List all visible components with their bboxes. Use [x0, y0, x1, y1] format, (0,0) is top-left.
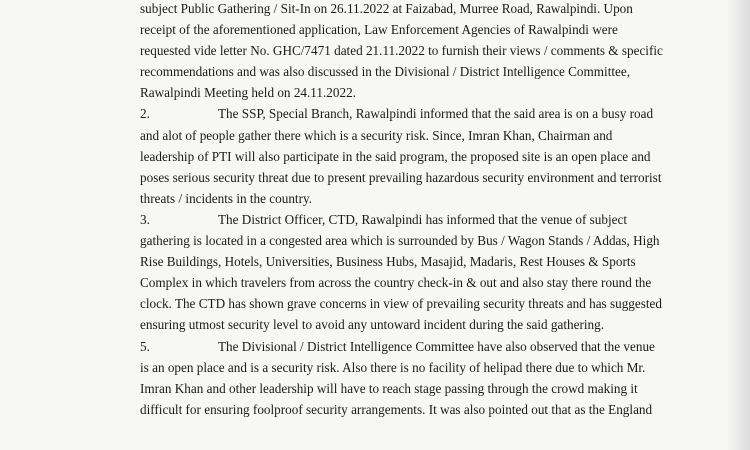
- document-line: [140, 40, 663, 61]
- line-text: ensuring utmost security level to avoid any untoward incident during the said gathering.: [140, 317, 605, 333]
- document-line: [140, 209, 628, 230]
- line-text: The Divisional / District Intelligence Committee have also observed that the venue: [218, 338, 655, 354]
- document-line: [140, 167, 662, 188]
- line-text: Rawalpindi Meeting held on 24.11.2022.: [140, 85, 356, 101]
- line-text: Imran Khan and other leadership will have to reach stage passing through the crowd making it: [140, 380, 638, 396]
- paragraph-number: 3.: [140, 211, 150, 227]
- document-body: [140, 0, 663, 420]
- line-text: clock. The CTD has shown grave concerns in view of prevailing security threats and has suggested: [140, 296, 662, 312]
- line-text: and alot of people gather there which is a security risk. Since, Imran Khan, Chairman and: [140, 127, 613, 143]
- line-text: leadership of PTI will also participate in the said program, the proposed site is an open place and: [140, 148, 651, 164]
- line-text: threats / incidents in the country.: [140, 190, 313, 206]
- line-text: gathering is located in a congested area which is surrounded by Bus / Wagon Stands / Addas, High: [140, 233, 660, 249]
- document-line: [140, 251, 636, 272]
- document-line: [140, 146, 651, 167]
- document-line: [140, 125, 613, 146]
- document-line: [140, 61, 631, 82]
- line-text: subject Public Gathering / Sit-In on 26.11.2022 at Faizabad, Murree Road, Rawalpindi. Upon: [140, 1, 633, 16]
- paragraph-number: 5.: [140, 338, 150, 354]
- page-edge-shadow: [728, 0, 750, 450]
- document-line: [140, 103, 654, 124]
- document-line: [140, 188, 608, 209]
- line-text: requested vide letter No. GHC/7471 dated 21.11.2022 to furnish their views / comments & specific: [140, 43, 663, 59]
- document-line: [140, 82, 608, 103]
- document-line: [140, 0, 633, 19]
- line-text: recommendations and was also discussed in the Divisional / District Intelligence Committee,: [140, 64, 631, 80]
- paragraph-number: 2.: [140, 106, 150, 122]
- line-text: difficult for ensuring foolproof security arrangements. It was also pointed out that as the England: [140, 401, 653, 417]
- document-line: [140, 272, 652, 293]
- line-text: The District Officer, CTD, Rawalpindi has informed that the venue of subject: [218, 211, 628, 227]
- document-line: [140, 230, 660, 251]
- document-line: [140, 19, 618, 40]
- document-line: [140, 314, 608, 335]
- document-line: [140, 378, 638, 399]
- line-text: poses serious security threat due to present prevailing hazardous security environment and terrorist: [140, 169, 662, 185]
- line-text: Rise Buildings, Hotels, Universities, Business Hubs, Masajid, Madaris, Rest Houses & Sports: [140, 254, 636, 270]
- line-text: The SSP, Special Branch, Rawalpindi informed that the said area is on a busy road: [218, 106, 654, 122]
- line-text: Complex in which travelers from across the country check-in & out and also stay there round the: [140, 275, 652, 291]
- document-line: [140, 357, 646, 378]
- line-text: receipt of the aforementioned application, Law Enforcement Agencies of Rawalpindi were: [140, 22, 618, 38]
- document-line: [140, 399, 653, 420]
- document-line: [140, 336, 655, 357]
- line-text: is an open place and is a security risk. Also there is no facility of helipad there due to which Mr.: [140, 359, 646, 375]
- document-line: [140, 293, 662, 314]
